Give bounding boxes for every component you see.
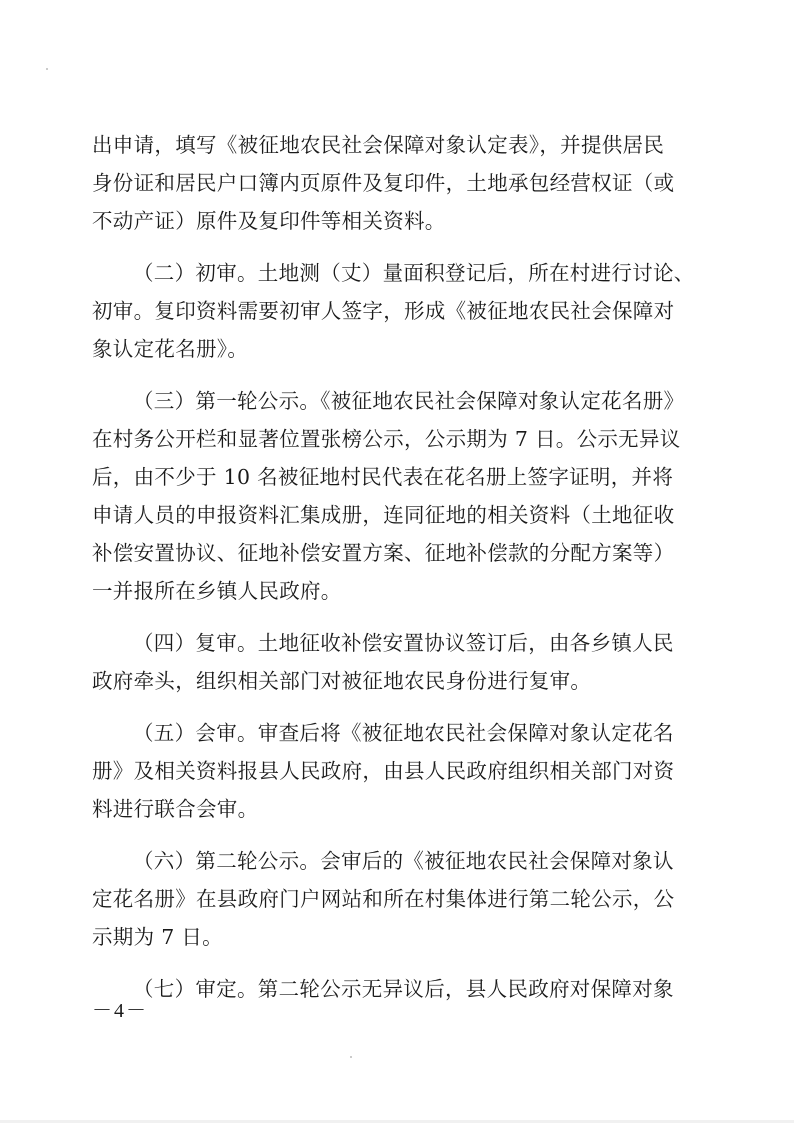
text-line: 初审。复印资料需要初审人签字，形成《被征地农民社会保障对 — [92, 299, 675, 323]
text-line: （三）第一轮公示。《被征地农民社会保障对象认定花名册》 — [133, 389, 685, 413]
text-line: 申请人员的申报资料汇集成册，连同征地的相关资料（土地征收 — [92, 503, 675, 527]
text-line: 料进行联合会审。 — [92, 797, 259, 821]
text-line: 不动产证）原件及复印件等相关资料。 — [92, 209, 446, 233]
text-line: 定花名册》在县政府门户网站和所在村集体进行第二轮公示，公 — [92, 887, 675, 911]
text-line: （七）审定。第二轮公示无异议后，县人民政府对保障对象 — [133, 977, 674, 1001]
text-line: 一并报所在乡镇人民政府。 — [92, 579, 342, 603]
text-line: 示期为 7 日。 — [92, 925, 223, 949]
text-line: （六）第二轮公示。会审后的《被征地农民社会保障对象认 — [133, 849, 674, 873]
text-line: 出申请，填写《被征地农民社会保障对象认定表》，并提供居民 — [92, 133, 665, 157]
page-number: －4－ — [92, 1000, 148, 1022]
text-line: （四）复审。土地征收补偿安置协议签订后，由各乡镇人民 — [133, 631, 674, 655]
text-line: （五）会审。审查后将《被征地农民社会保障对象认定花名 — [133, 721, 674, 745]
document-body — [92, 126, 712, 1008]
text-line: 政府牵头，组织相关部门对被征地农民身份进行复审。 — [92, 669, 592, 693]
text-line: 身份证和居民户口簿内页原件及复印件，土地承包经营权证（或 — [92, 171, 675, 195]
text-line: 象认定花名册》。 — [92, 337, 249, 361]
scan-speck — [46, 68, 48, 70]
text-line: 后，由不少于 10 名被征地村民代表在花名册上签字证明，并将 — [92, 465, 674, 489]
text-line: 补偿安置协议、征地补偿安置方案、征地补偿款的分配方案等） — [92, 541, 675, 565]
text-line: 在村务公开栏和显著位置张榜公示，公示期为 7 日。公示无异议 — [92, 427, 681, 451]
text-line: （二）初审。土地测（丈）量面积登记后，所在村进行讨论、 — [133, 261, 695, 285]
scan-speck — [350, 1056, 352, 1058]
text-line: 册》及相关资料报县人民政府，由县人民政府组织相关部门对资 — [92, 759, 675, 783]
